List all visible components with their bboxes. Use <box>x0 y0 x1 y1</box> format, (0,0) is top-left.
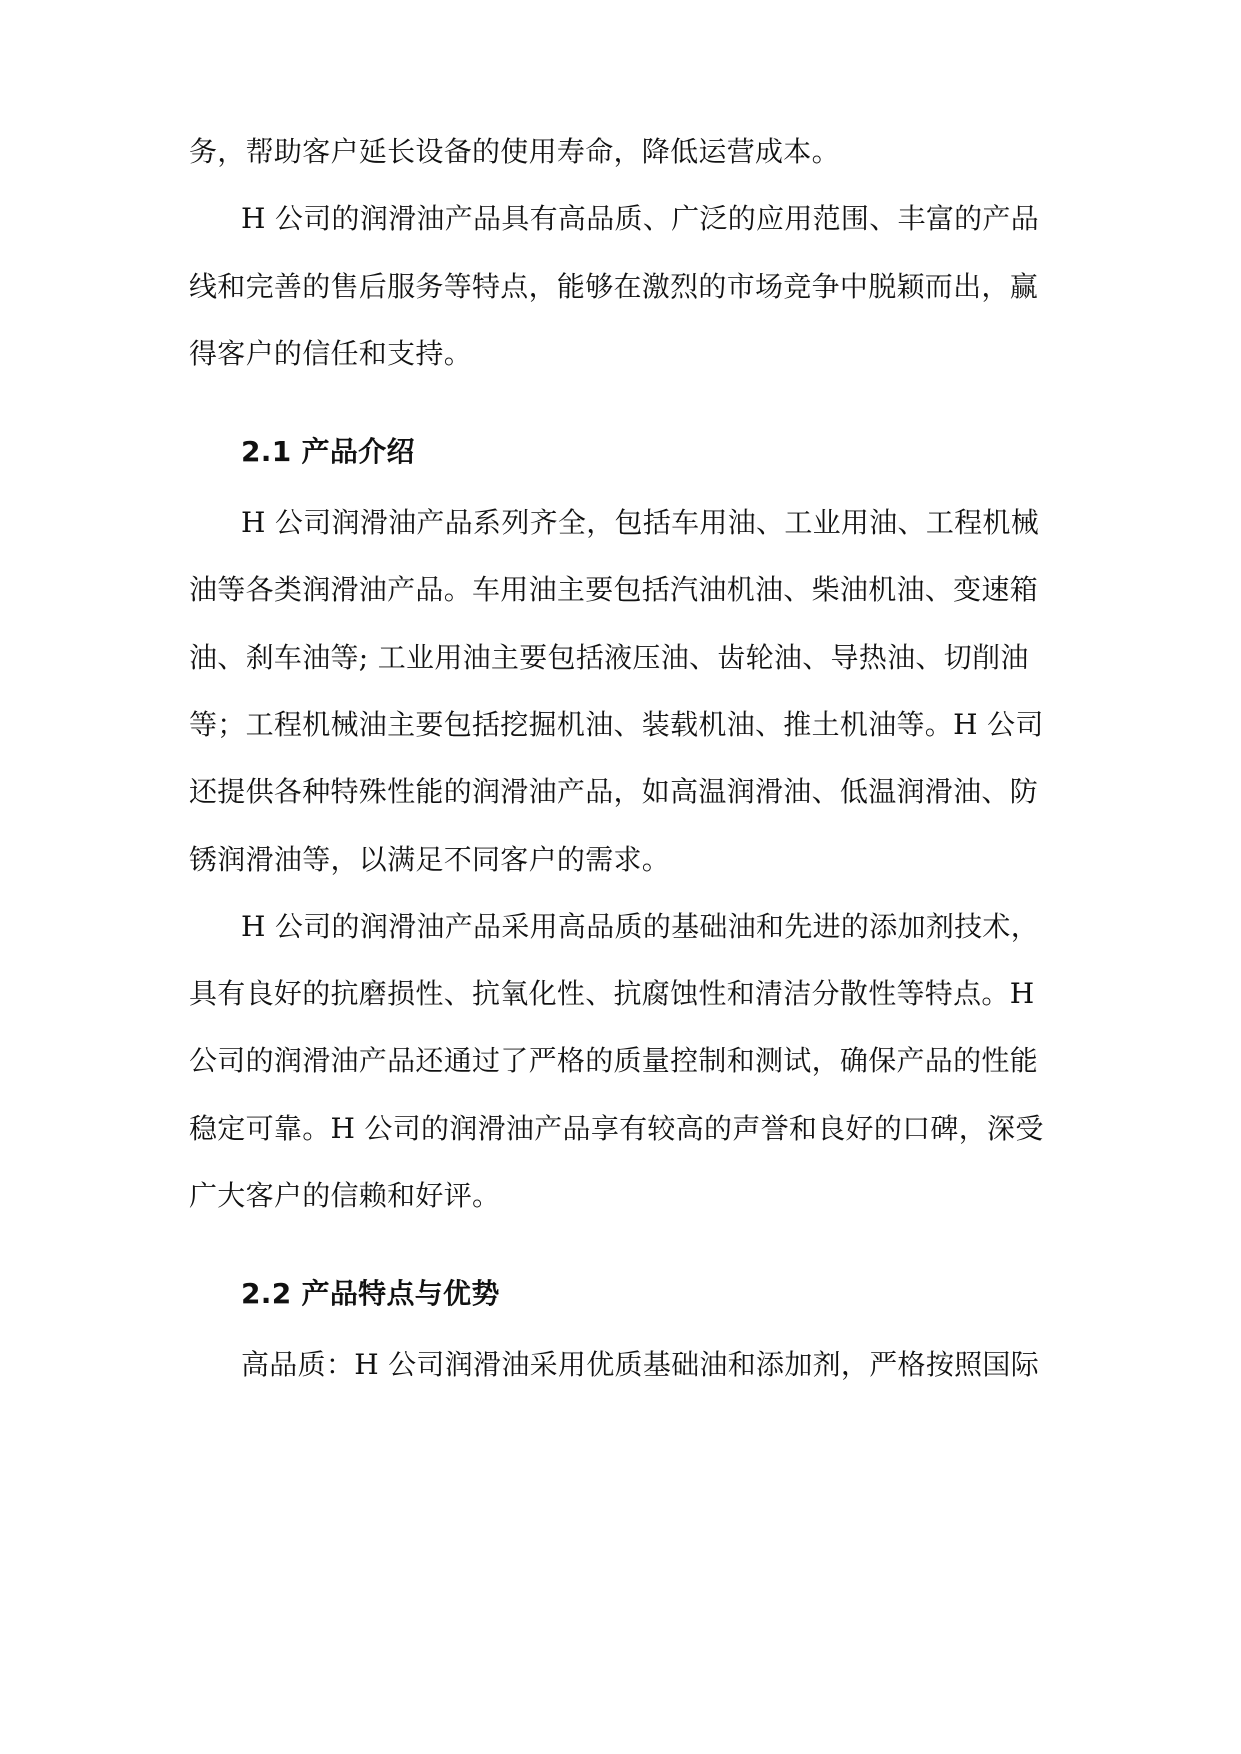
paragraph-line: 广大客户的信赖和好评。 <box>189 1179 501 1212</box>
paragraph-line: 得客户的信任和支持。 <box>189 337 473 370</box>
paragraph-line: H 公司的润滑油产品具有高品质、广泛的应用范围、丰富的产品 <box>241 202 1040 235</box>
paragraph-line: 等；工程机械油主要包括挖掘机油、装载机油、推土机油等。H 公司 <box>189 708 1044 741</box>
paragraph-line: H 公司的润滑油产品采用高品质的基础油和先进的添加剂技术， <box>241 910 1040 943</box>
paragraph-line: H 公司润滑油产品系列齐全，包括车用油、工业用油、工程机械 <box>241 506 1040 539</box>
paragraph-line: 高品质：H 公司润滑油采用优质基础油和添加剂，严格按照国际 <box>241 1348 1040 1381</box>
paragraph-line: 还提供各种特殊性能的润滑油产品，如高温润滑油、低温润滑油、防 <box>189 775 1039 808</box>
paragraph-line: 线和完善的售后服务等特点，能够在激烈的市场竞争中脱颖而出，赢 <box>189 270 1039 303</box>
section-heading-2-2: 2.2 产品特点与优势 <box>241 1277 500 1310</box>
paragraph-line: 锈润滑油等，以满足不同客户的需求。 <box>189 843 671 876</box>
paragraph-line: 务，帮助客户延长设备的使用寿命，降低运营成本。 <box>189 135 840 168</box>
paragraph-line: 稳定可靠。H 公司的润滑油产品享有较高的声誉和良好的口碑，深受 <box>189 1112 1044 1145</box>
paragraph-line: 公司的润滑油产品还通过了严格的质量控制和测试，确保产品的性能 <box>189 1044 1039 1077</box>
paragraph-line: 油、刹车油等; 工业用油主要包括液压油、齿轮油、导热油、切削油 <box>189 641 1029 674</box>
paragraph-line: 油等各类润滑油产品。车用油主要包括汽油机油、柴油机油、变速箱 <box>189 573 1039 606</box>
section-heading-2-1: 2.1 产品介绍 <box>241 435 415 468</box>
paragraph-line: 具有良好的抗磨损性、抗氧化性、抗腐蚀性和清洁分散性等特点。H <box>189 977 1035 1010</box>
